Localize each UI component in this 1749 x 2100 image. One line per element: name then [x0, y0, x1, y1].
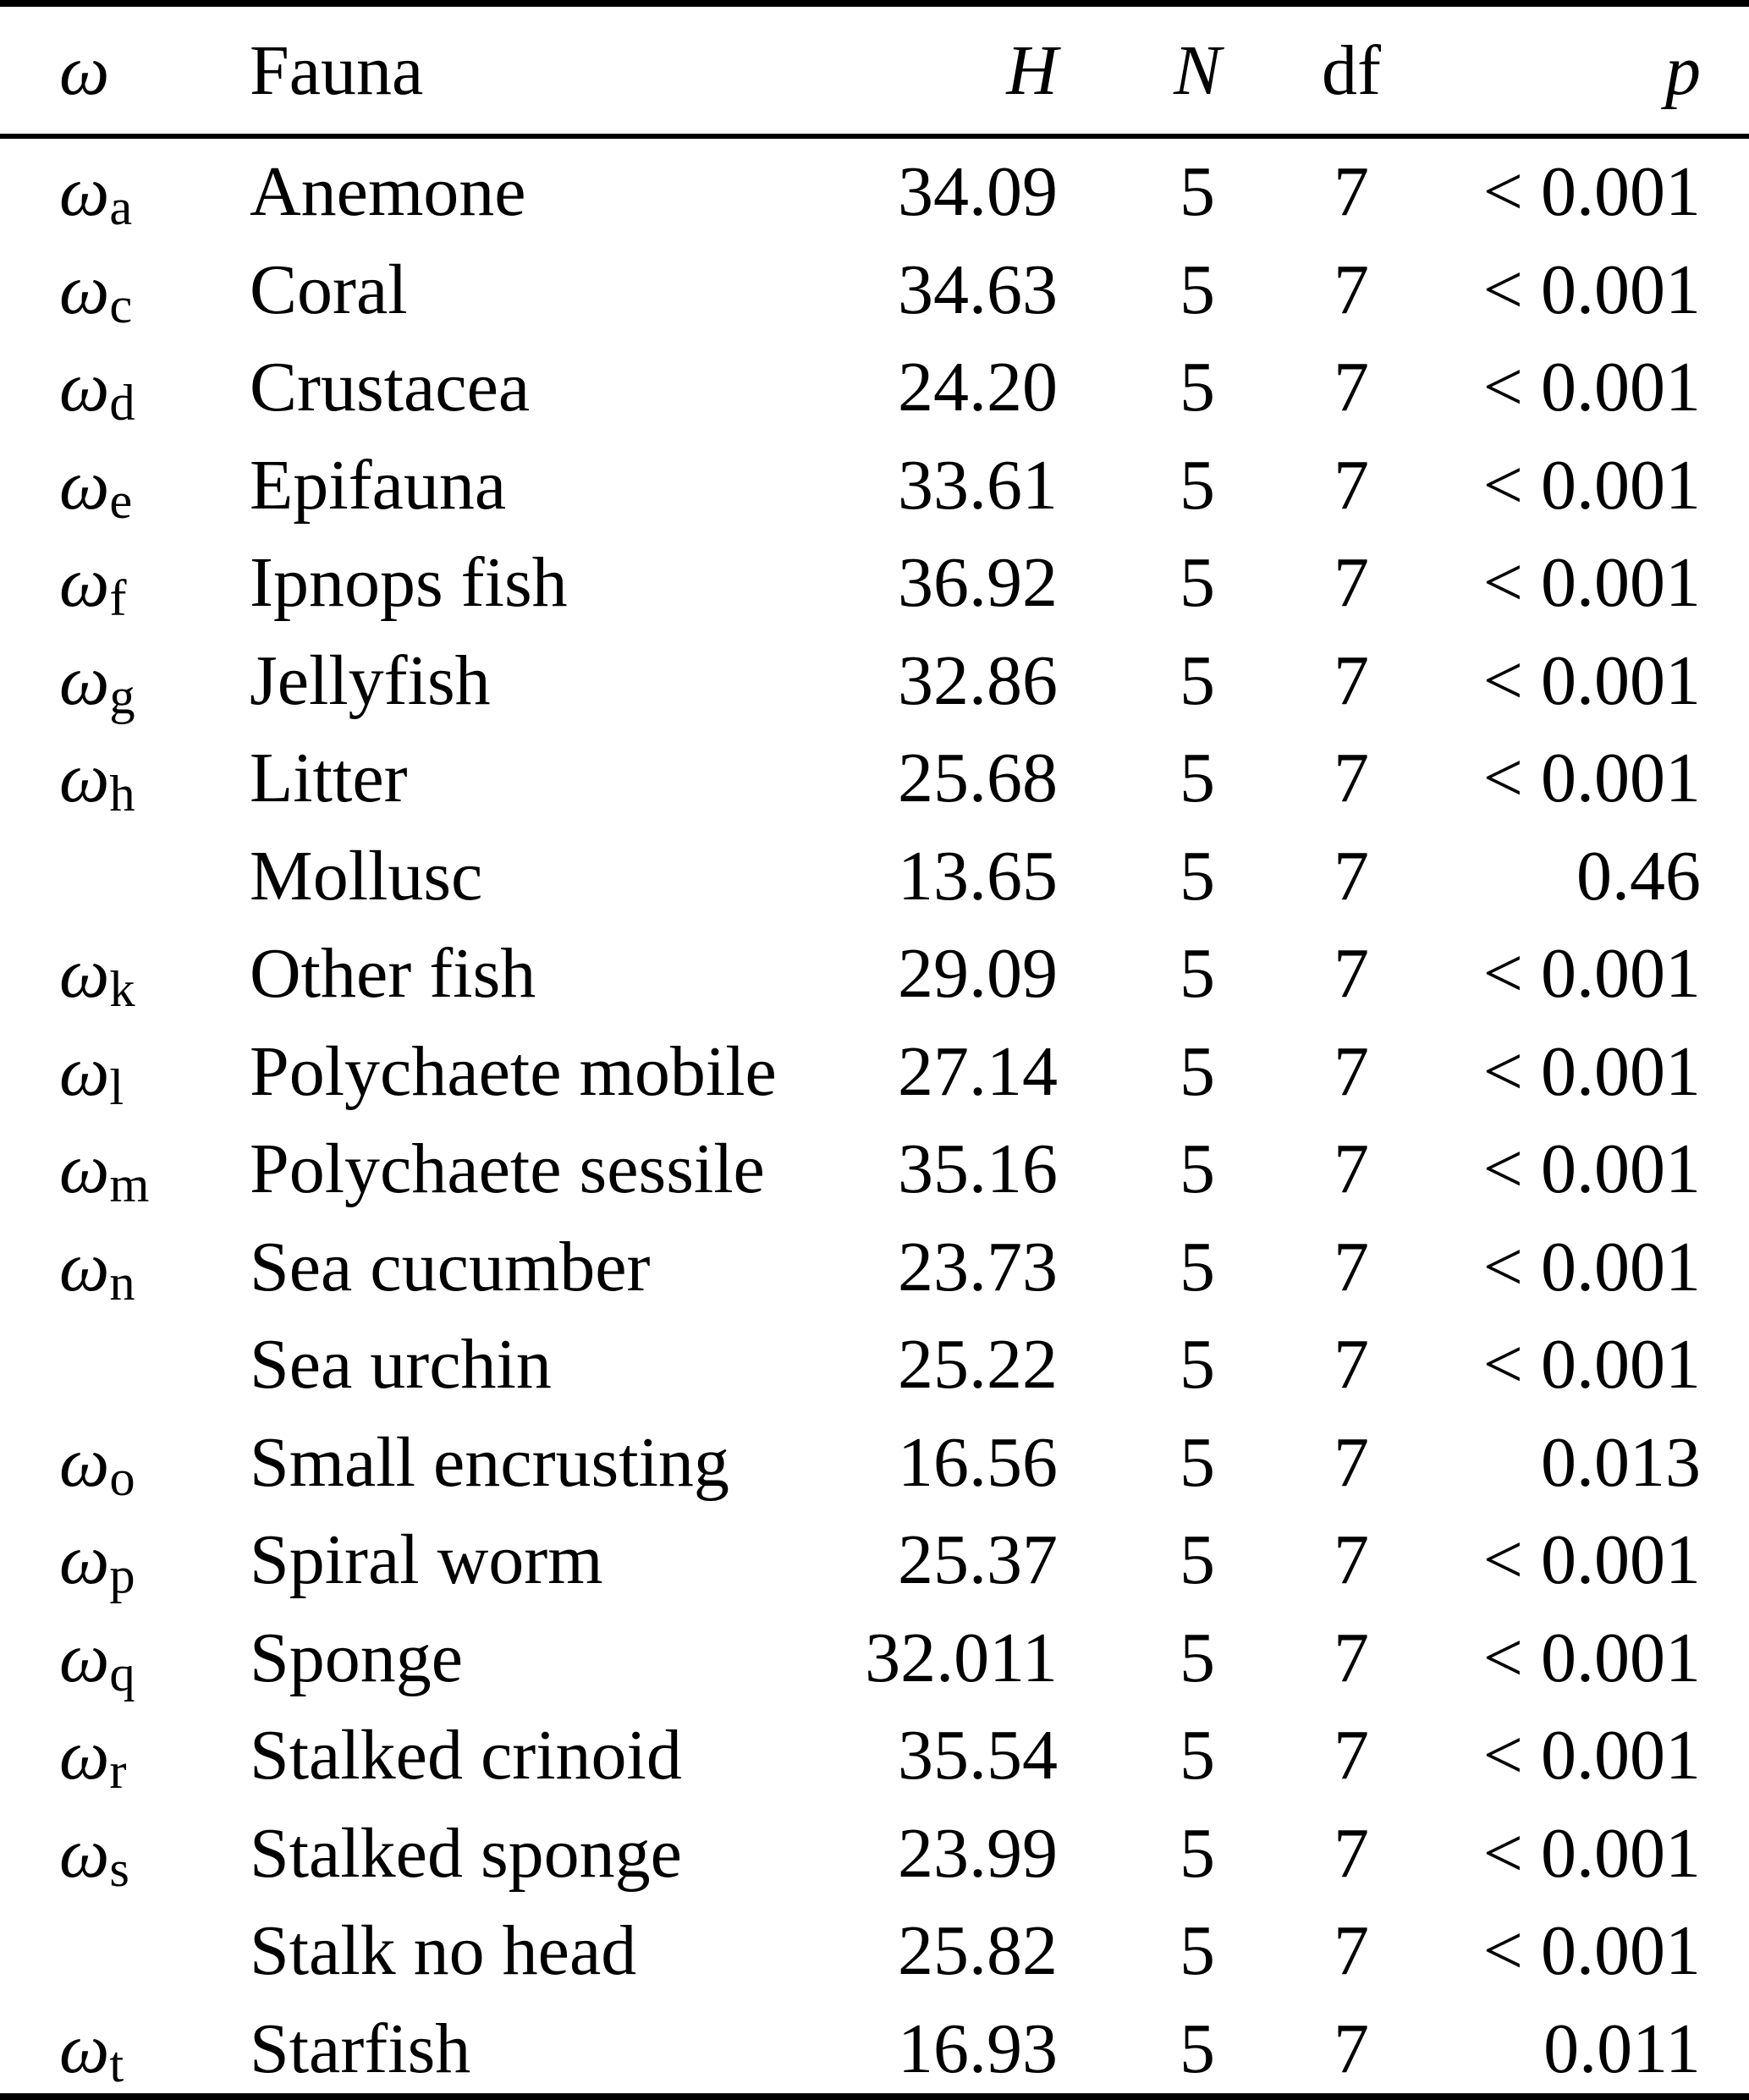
p-value-cell: < 0.001 — [1482, 1031, 1701, 1111]
fauna-cell: Spiral worm — [250, 1520, 603, 1600]
n-value-cell: 5 — [1180, 250, 1215, 329]
fauna-cell: Epifauna — [250, 445, 507, 525]
table-row — [0, 1702, 1749, 1800]
h-value-cell: 34.63 — [898, 250, 1058, 329]
omega-cell — [0, 823, 173, 921]
n-value-cell: 5 — [1180, 1325, 1215, 1405]
df-value-cell: 7 — [1334, 1227, 1369, 1306]
df-value-cell: 7 — [1334, 543, 1369, 623]
omega-subscript: o — [109, 1449, 135, 1507]
p-value-cell: < 0.001 — [1482, 739, 1701, 818]
omega-subscript: m — [109, 1157, 150, 1214]
fauna-cell: Starfish — [250, 2009, 471, 2088]
df-value-cell: 7 — [1334, 1031, 1369, 1111]
df-value-cell: 7 — [1334, 1716, 1369, 1795]
omega-symbol: ω — [59, 250, 110, 329]
omega-symbol: ω — [59, 1422, 110, 1502]
fauna-cell: Stalked sponge — [250, 1813, 682, 1893]
omega-cell — [0, 530, 173, 628]
table-row — [0, 1214, 1749, 1312]
omega-symbol: ω — [59, 1130, 110, 1209]
n-value-cell: 5 — [1180, 1813, 1215, 1893]
omega-subscript: d — [109, 375, 135, 432]
kruskal-wallis-table — [0, 7, 1749, 2093]
n-value-cell: 5 — [1180, 1618, 1215, 1697]
omega-subscript: h — [109, 766, 135, 823]
table-row — [0, 530, 1749, 628]
p-value-cell: < 0.001 — [1482, 640, 1701, 720]
omega-symbol: ω — [59, 152, 110, 232]
omega-subscript: t — [109, 2036, 124, 2093]
p-value-cell: < 0.001 — [1482, 1716, 1701, 1795]
omega-subscript: a — [109, 179, 133, 237]
n-value-cell: 5 — [1180, 836, 1215, 915]
omega-cell — [0, 1605, 173, 1703]
h-value-cell: 33.61 — [898, 445, 1058, 525]
omega-cell — [0, 1214, 173, 1312]
h-value-cell: 35.16 — [898, 1130, 1058, 1209]
h-value-cell: 27.14 — [898, 1031, 1058, 1111]
table-row — [0, 1311, 1749, 1410]
omega-symbol: ω — [59, 445, 110, 525]
omega-cell — [0, 334, 173, 432]
h-value-cell: 16.93 — [898, 2009, 1058, 2088]
fauna-cell: Mollusc — [250, 836, 483, 915]
omega-subscript: k — [109, 961, 135, 1019]
omega-cell — [0, 1311, 173, 1410]
omega-symbol: ω — [59, 739, 110, 818]
table-row — [0, 432, 1749, 530]
p-value-cell: < 0.001 — [1482, 152, 1701, 232]
omega-cell — [0, 1996, 173, 2094]
df-value-cell: 7 — [1334, 1618, 1369, 1697]
df-value-cell: 7 — [1334, 739, 1369, 818]
h-value-cell: 32.86 — [898, 640, 1058, 720]
fauna-cell: Stalked crinoid — [250, 1716, 682, 1795]
omega-symbol: ω — [59, 348, 110, 427]
col-header-p: p — [1391, 7, 1749, 136]
table-row — [0, 1116, 1749, 1214]
col-header-omega: ω — [0, 7, 173, 136]
h-value-cell: 34.09 — [898, 152, 1058, 232]
col-header-df: df — [1312, 7, 1391, 136]
fauna-cell: Stalk no head — [250, 1911, 637, 1991]
omega-cell — [0, 1019, 173, 1117]
fauna-cell: Litter — [250, 739, 408, 818]
omega-subscript: p — [109, 1548, 135, 1605]
h-value-cell: 24.20 — [898, 348, 1058, 427]
df-value-cell: 7 — [1334, 250, 1369, 329]
table-row — [0, 136, 1749, 237]
omega-subscript: n — [109, 1254, 135, 1311]
df-value-cell: 7 — [1334, 640, 1369, 720]
header-row — [0, 7, 1749, 136]
omega-subscript: c — [109, 277, 133, 334]
df-value-cell: 7 — [1334, 934, 1369, 1014]
table-row — [0, 1800, 1749, 1899]
df-value-cell: 7 — [1334, 445, 1369, 525]
omega-subscript: q — [109, 1645, 135, 1702]
h-value-cell: 23.73 — [898, 1227, 1058, 1306]
n-value-cell: 5 — [1180, 348, 1215, 427]
omega-symbol: ω — [59, 1716, 110, 1795]
omega-cell — [0, 628, 173, 726]
table-row — [0, 1507, 1749, 1605]
table-row — [0, 237, 1749, 335]
df-value-cell: 7 — [1334, 836, 1369, 915]
omega-symbol: ω — [59, 1618, 110, 1697]
n-value-cell: 5 — [1180, 1031, 1215, 1111]
omega-symbol: ω — [59, 640, 110, 720]
n-value-cell: 5 — [1180, 640, 1215, 720]
p-value-cell: < 0.001 — [1482, 250, 1701, 329]
n-value-cell: 5 — [1180, 934, 1215, 1014]
df-value-cell: 7 — [1334, 1130, 1369, 1209]
omega-cell — [0, 725, 173, 823]
fauna-cell: Sponge — [250, 1618, 463, 1697]
df-value-cell: 7 — [1334, 1422, 1369, 1502]
omega-symbol: ω — [59, 1031, 110, 1111]
n-value-cell: 5 — [1180, 1130, 1215, 1209]
fauna-cell: Polychaete sessile — [250, 1130, 765, 1209]
h-value-cell: 25.82 — [898, 1911, 1058, 1991]
n-value-cell: 5 — [1180, 445, 1215, 525]
h-value-cell: 23.99 — [898, 1813, 1058, 1893]
p-value-cell: < 0.001 — [1482, 1618, 1701, 1697]
p-value-cell: < 0.001 — [1482, 1911, 1701, 1991]
df-value-cell: 7 — [1334, 1911, 1369, 1991]
col-header-n: N — [1083, 7, 1312, 136]
table-header — [0, 7, 1749, 136]
p-value-cell: 0.46 — [1576, 836, 1701, 915]
n-value-cell: 5 — [1180, 1520, 1215, 1600]
fauna-cell: Coral — [250, 250, 408, 329]
h-value-cell: 13.65 — [898, 836, 1058, 915]
p-value-cell: < 0.001 — [1482, 1520, 1701, 1600]
omega-cell — [0, 921, 173, 1019]
df-value-cell: 7 — [1334, 1325, 1369, 1405]
table-row — [0, 1019, 1749, 1117]
omega-symbol: ω — [59, 1813, 110, 1893]
h-value-cell: 25.22 — [898, 1325, 1058, 1405]
omega-cell — [0, 1702, 173, 1800]
p-value-cell: < 0.001 — [1482, 1813, 1701, 1893]
fauna-cell: Ipnops fish — [250, 543, 568, 623]
n-value-cell: 5 — [1180, 739, 1215, 818]
omega-cell — [0, 1116, 173, 1214]
table-body — [0, 136, 1749, 2093]
omega-symbol: ω — [59, 1520, 110, 1600]
h-value-cell: 32.011 — [865, 1618, 1058, 1697]
df-value-cell: 7 — [1334, 1813, 1369, 1893]
n-value-cell: 5 — [1180, 1716, 1215, 1795]
n-value-cell: 5 — [1180, 543, 1215, 623]
omega-symbol: ω — [59, 543, 110, 623]
omega-cell — [0, 1410, 173, 1508]
fauna-cell: Jellyfish — [250, 640, 491, 720]
omega-subscript: s — [109, 1840, 129, 1898]
fauna-cell: Polychaete mobile — [250, 1031, 777, 1111]
table-row — [0, 628, 1749, 726]
omega-cell — [0, 1800, 173, 1899]
omega-cell — [0, 136, 173, 237]
omega-subscript: g — [109, 668, 135, 725]
omega-subscript: l — [109, 1058, 124, 1116]
h-value-cell: 35.54 — [898, 1716, 1058, 1795]
omega-subscript: r — [109, 1743, 127, 1800]
omega-subscript: e — [109, 472, 133, 530]
n-value-cell: 5 — [1180, 1227, 1215, 1306]
table-row — [0, 1898, 1749, 1996]
p-value-cell: < 0.001 — [1482, 1130, 1701, 1209]
fauna-cell: Sea cucumber — [250, 1227, 651, 1306]
omega-symbol: ω — [59, 934, 110, 1014]
p-value-cell: < 0.001 — [1482, 348, 1701, 427]
n-value-cell: 5 — [1180, 2009, 1215, 2088]
fauna-cell: Sea urchin — [250, 1325, 552, 1405]
df-value-cell: 7 — [1334, 1520, 1369, 1600]
omega-cell — [0, 1507, 173, 1605]
table-row — [0, 1605, 1749, 1703]
omega-cell — [0, 1898, 173, 1996]
n-value-cell: 5 — [1180, 1422, 1215, 1502]
table-row — [0, 725, 1749, 823]
h-value-cell: 25.68 — [898, 739, 1058, 818]
p-value-cell: < 0.001 — [1482, 1227, 1701, 1306]
omega-cell — [0, 432, 173, 530]
col-header-fauna: Fauna — [173, 7, 846, 136]
p-value-cell: 0.011 — [1543, 2009, 1701, 2088]
table-row — [0, 334, 1749, 432]
omega-cell — [0, 237, 173, 335]
omega-subscript: f — [109, 570, 127, 628]
df-value-cell: 7 — [1334, 152, 1369, 232]
fauna-cell: Crustacea — [250, 348, 531, 427]
table-row — [0, 1410, 1749, 1508]
df-value-cell: 7 — [1334, 348, 1369, 427]
p-value-cell: < 0.001 — [1482, 1325, 1701, 1405]
omega-symbol: ω — [59, 2009, 110, 2088]
h-value-cell: 16.56 — [898, 1422, 1058, 1502]
df-value-cell: 7 — [1334, 2009, 1369, 2088]
omega-symbol: ω — [59, 1227, 110, 1306]
top-rule — [0, 0, 1749, 7]
p-value-cell: 0.013 — [1541, 1422, 1701, 1502]
table-row — [0, 1996, 1749, 2094]
table-row — [0, 823, 1749, 921]
fauna-cell: Small encrusting — [250, 1422, 729, 1502]
p-value-cell: < 0.001 — [1482, 543, 1701, 623]
bottom-rule — [0, 2093, 1749, 2100]
n-value-cell: 5 — [1180, 152, 1215, 232]
h-value-cell: 36.92 — [898, 543, 1058, 623]
fauna-cell: Other fish — [250, 934, 536, 1014]
n-value-cell: 5 — [1180, 1911, 1215, 1991]
h-value-cell: 25.37 — [898, 1520, 1058, 1600]
fauna-cell: Anemone — [250, 152, 526, 232]
p-value-cell: < 0.001 — [1482, 445, 1701, 525]
h-value-cell: 29.09 — [898, 934, 1058, 1014]
table-row — [0, 921, 1749, 1019]
col-header-h: H — [846, 7, 1083, 136]
p-value-cell: < 0.001 — [1482, 934, 1701, 1014]
